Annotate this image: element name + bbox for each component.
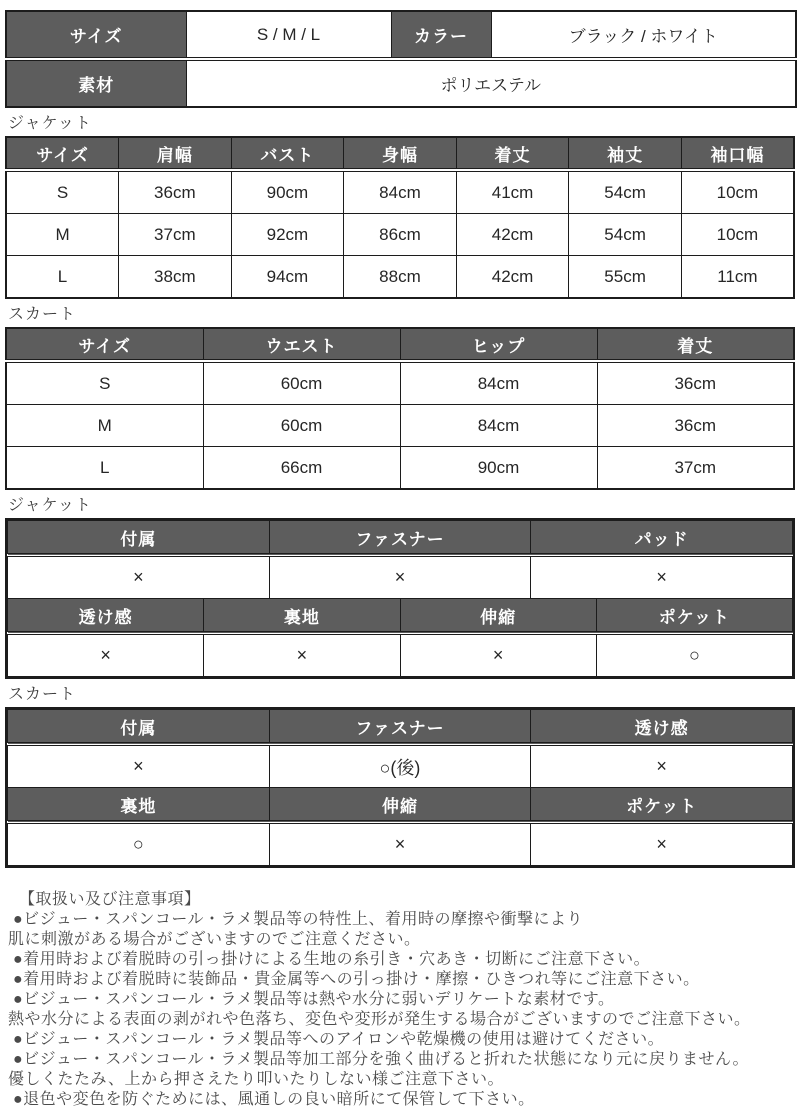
header-cell: 伸縮: [269, 788, 531, 822]
table-cell: 42cm: [456, 214, 569, 256]
care-note-line: ●退色や変色を防ぐためには、風通しの良い暗所にて保管して下さい。: [13, 1091, 535, 1108]
table-cell: 66cm: [203, 447, 400, 490]
care-notes: [5, 890, 795, 1110]
header-cell: ポケット: [531, 788, 793, 822]
table-header-row: [6, 137, 794, 170]
skirt-measurements-table: [5, 327, 795, 490]
feature-value-cell: ×: [531, 822, 793, 866]
color-label-cell: カラー: [391, 11, 491, 59]
header-cell: ポケット: [596, 599, 792, 633]
header-cell: 肩幅: [119, 137, 232, 170]
table-cell: 84cm: [400, 361, 597, 405]
care-note-line: ●ビジュー・スパンコール・ラメ製品等加工部分を強く曲げると折れた状態になり元に戻りません。: [13, 1051, 750, 1068]
table-row: [8, 633, 793, 677]
table-cell: 84cm: [344, 170, 457, 214]
header-cell: バスト: [231, 137, 344, 170]
table-row: [6, 405, 794, 447]
table-header-row: [8, 599, 793, 633]
spec-table: [5, 10, 797, 108]
header-cell: 付属: [8, 521, 270, 556]
header-cell: ファスナー: [269, 521, 531, 556]
table-cell: 42cm: [456, 256, 569, 299]
table-header-row: [6, 328, 794, 361]
table-row: [6, 447, 794, 490]
table-cell: L: [6, 447, 203, 490]
table-cell: S: [6, 361, 203, 405]
table-cell: 94cm: [231, 256, 344, 299]
header-cell: ウエスト: [203, 328, 400, 361]
header-cell: ファスナー: [269, 710, 531, 745]
table-row: [6, 170, 794, 214]
header-cell: 裏地: [8, 788, 270, 822]
table-header-row: [8, 710, 793, 745]
table-cell: 10cm: [681, 214, 794, 256]
table-cell: M: [6, 214, 119, 256]
feature-value-cell: ×: [269, 555, 531, 599]
table-cell: S: [6, 170, 119, 214]
table-row: [8, 555, 793, 599]
header-cell: ヒップ: [400, 328, 597, 361]
header-cell: 身幅: [344, 137, 457, 170]
table-cell: 36cm: [119, 170, 232, 214]
feature-value-cell: ×: [204, 633, 400, 677]
table-cell: 36cm: [597, 361, 794, 405]
skirt-features-table: [5, 707, 795, 868]
table-cell: 10cm: [681, 170, 794, 214]
table-cell: 55cm: [569, 256, 682, 299]
table-row: [6, 214, 794, 256]
table-cell: 84cm: [400, 405, 597, 447]
table-cell: 60cm: [203, 361, 400, 405]
table-row: [6, 256, 794, 299]
feature-value-cell: ○: [596, 633, 792, 677]
color-value-cell: ブラック / ホワイト: [491, 11, 796, 59]
care-note-line: ●着用時および着脱時の引っ掛けによる生地の糸引き・穴あき・切断にご注意下さい。: [13, 951, 651, 968]
table-cell: 90cm: [400, 447, 597, 490]
header-cell: 着丈: [597, 328, 794, 361]
care-note-line: 熱や水分による表面の剥がれや色落ち、変色や変形が発生する場合がございますのでご注意下さい。: [8, 1011, 751, 1028]
header-cell: 裏地: [204, 599, 400, 633]
feature-value-cell: ○: [8, 822, 270, 866]
feature-value-cell: ×: [8, 744, 270, 788]
table-cell: M: [6, 405, 203, 447]
care-note-line: 優しくたたみ、上から押さえたり叩いたりしない様ご注意下さい。: [8, 1071, 504, 1088]
table-row: [8, 822, 793, 866]
table-cell: 88cm: [344, 256, 457, 299]
table-cell: 37cm: [597, 447, 794, 490]
header-cell: 伸縮: [400, 599, 596, 633]
header-cell: 袖口幅: [681, 137, 794, 170]
header-cell: サイズ: [6, 137, 119, 170]
feature-value-cell: ×: [8, 555, 270, 599]
jacket-measurements-table: [5, 136, 795, 299]
care-note-line: ●ビジュー・スパンコール・ラメ製品等へのアイロンや乾燥機の使用は避けてください。: [13, 1031, 665, 1048]
table-row: [6, 361, 794, 405]
table-cell: 86cm: [344, 214, 457, 256]
material-value-cell: ポリエステル: [186, 59, 796, 107]
jacket-features-table: [5, 518, 795, 679]
feature-value-cell: ×: [531, 744, 793, 788]
care-notes-title: 【取扱い及び注意事項】: [19, 891, 201, 908]
feature-value-cell: ○(後): [269, 744, 531, 788]
feature-value-cell: ×: [8, 633, 204, 677]
table-cell: 37cm: [119, 214, 232, 256]
care-note-line: ●ビジュー・スパンコール・ラメ製品等の特性上、着用時の摩擦や衝撃により: [13, 911, 584, 928]
table-cell: 60cm: [203, 405, 400, 447]
size-label-cell: サイズ: [6, 11, 186, 59]
header-cell: 袖丈: [569, 137, 682, 170]
table-cell: 11cm: [681, 256, 794, 299]
table-row: [8, 744, 793, 788]
table-cell: 38cm: [119, 256, 232, 299]
table-header-row: [8, 521, 793, 556]
table-row: [6, 59, 796, 107]
table-cell: 90cm: [231, 170, 344, 214]
table-cell: 54cm: [569, 170, 682, 214]
skirt-measurements-label: スカート: [8, 306, 77, 323]
header-cell: 付属: [8, 710, 270, 745]
table-cell: 36cm: [597, 405, 794, 447]
feature-value-cell: ×: [400, 633, 596, 677]
jacket-features-label: ジャケット: [8, 497, 92, 514]
jacket-measurements-label: ジャケット: [8, 115, 92, 132]
size-value-cell: S / M / L: [186, 11, 391, 59]
table-row: [6, 11, 796, 59]
care-note-line: 肌に刺激がある場合がございますのでご注意ください。: [8, 931, 421, 948]
material-label-cell: 素材: [6, 59, 186, 107]
header-cell: 透け感: [531, 710, 793, 745]
header-cell: 着丈: [456, 137, 569, 170]
table-header-row: [8, 788, 793, 822]
skirt-features-label: スカート: [8, 686, 77, 703]
table-cell: 41cm: [456, 170, 569, 214]
care-note-line: ●着用時および着脱時に装飾品・貴金属等への引っ掛け・摩擦・ひきつれ等にご注意下さい。: [13, 971, 700, 988]
header-cell: パッド: [531, 521, 793, 556]
table-cell: 92cm: [231, 214, 344, 256]
feature-value-cell: ×: [269, 822, 531, 866]
feature-value-cell: ×: [531, 555, 793, 599]
header-cell: 透け感: [8, 599, 204, 633]
table-cell: 54cm: [569, 214, 682, 256]
table-cell: L: [6, 256, 119, 299]
header-cell: サイズ: [6, 328, 203, 361]
care-note-line: ●ビジュー・スパンコール・ラメ製品等は熱や水分に弱いデリケートな素材です。: [13, 991, 615, 1008]
